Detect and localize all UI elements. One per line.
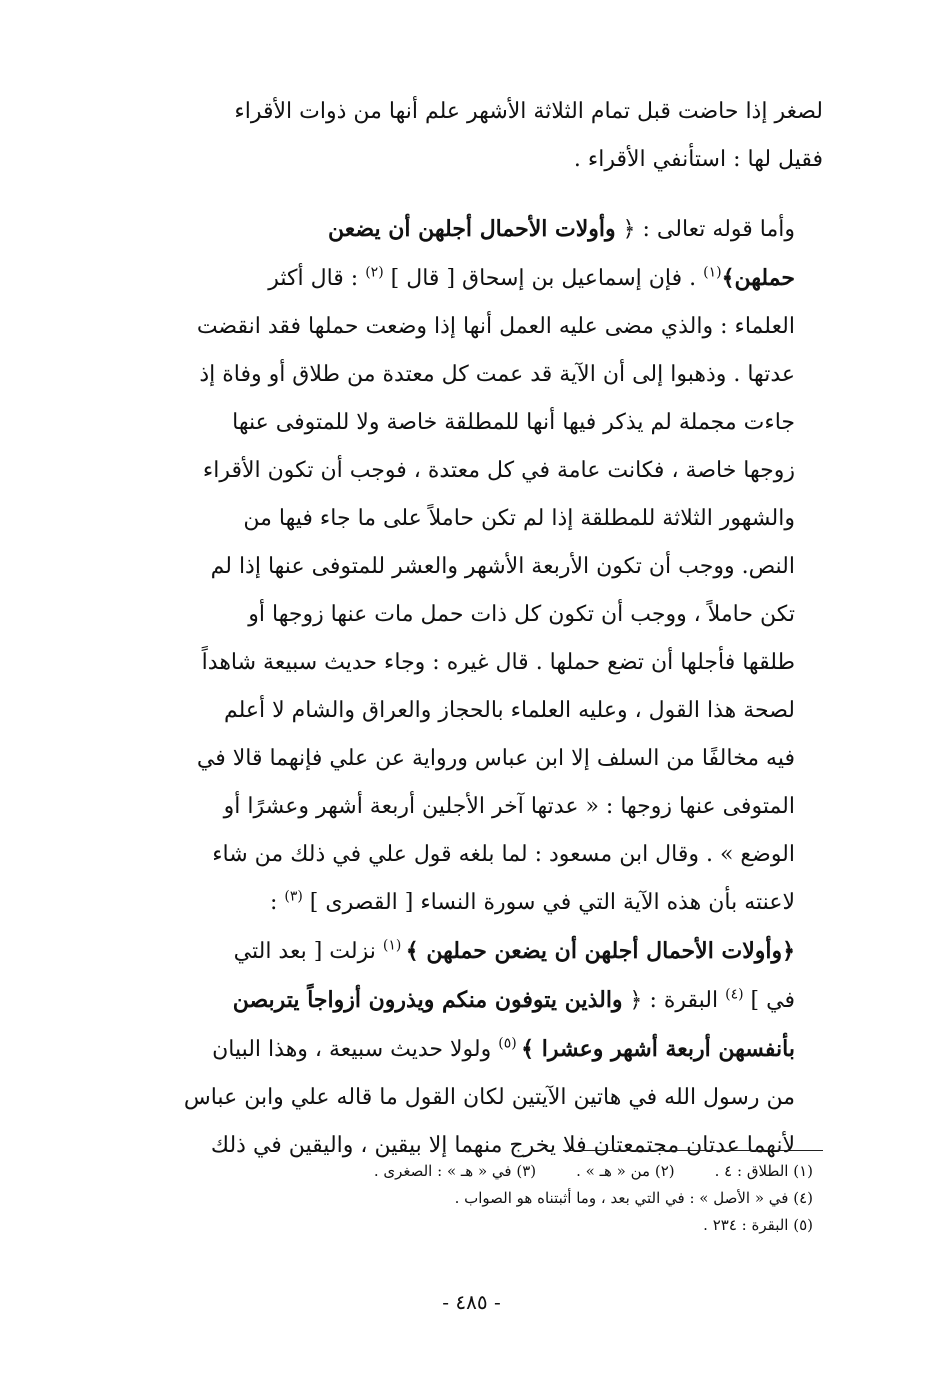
quran-quote: بأنفسهن أربعة أشهر وعشرا ﴾ — [521, 1036, 795, 1062]
footnote-5: (٥) البقرة : ٢٣٤ . — [703, 1216, 813, 1234]
footnote-2: (٢) من « هـ » . — [576, 1162, 675, 1180]
text-line — [133, 927, 823, 976]
text-line: عدتها . وذهبوا إلى أن الآية قد عمت كل معتدة من طلاق أو وفاة إذ — [199, 362, 795, 387]
footnote-ref: (٢) — [365, 264, 384, 281]
text-line: والشهور الثلاثة للمطلقة إذا لم تكن حاملاً على ما جاء فيها من — [243, 506, 795, 531]
text-line — [133, 1025, 823, 1074]
text-line: فيه مخالفًا من السلف إلا ابن عباس ورواية عن علي فإنهما قالا في — [196, 746, 795, 771]
footnote-line — [133, 1158, 813, 1185]
text-line — [133, 976, 823, 1025]
text-span: لاعنته بأن هذه الآية التي في سورة النساء [ القصرى ] — [302, 890, 795, 915]
footnote-ref: (٥) — [498, 1035, 522, 1052]
footnotes — [133, 1158, 813, 1239]
text-span: في ] — [743, 988, 795, 1013]
text-span: ولولا حديث سبيعة ، وهذا البيان — [212, 1037, 499, 1062]
quran-quote: والذين يتوفون منكم ويذرون أزواجاً يتربصن — [232, 987, 623, 1013]
footnote-3: (٣) في « هـ » : الصغرى . — [373, 1162, 537, 1180]
text-line: الوضع » . وقال ابن مسعود : لما بلغه قول علي في ذلك من شاء — [212, 842, 795, 867]
quran-quote: ﴿وأولات الأحمال أجلهن أن يضعن حملهن ﴾ — [405, 938, 795, 964]
page-number: - ٤٨٥ - — [442, 1290, 501, 1314]
footnote-ref: (١) — [703, 264, 722, 281]
text-line: تكن حاملاً ، ووجب أن تكون كل ذات حمل مات عنها زوجها أو — [248, 602, 795, 627]
footnote-ref: (٣) — [284, 888, 303, 905]
text-line: المتوفى عنها زوجها : « عدتها آخر الأجلين أربعة أشهر وعشرًا أو — [223, 794, 795, 819]
text-line: العلماء : والذي مضى عليه العمل أنها إذا وضعت حملها فقد انقضت — [196, 314, 795, 339]
text-line: زوجها خاصة ، فكانت عامة في كل معتدة ، فوجب أن تكون الأقراء — [202, 458, 795, 483]
text-span: : قال أكثر — [268, 266, 366, 291]
paragraph-2 — [133, 205, 823, 1170]
text-line — [133, 205, 823, 254]
text-line: النص. ووجب أن تكون الأربعة الأشهر والعشر للمتوفى عنها إذا لم — [210, 554, 795, 579]
text-line — [133, 879, 823, 927]
footnote-1: (١) الطلاق : ٤ . — [714, 1162, 813, 1180]
footnote-divider — [563, 1150, 823, 1151]
text-span: : — [269, 890, 285, 915]
text-span: . فإن إسماعيل بن إسحاق [ قال ] — [383, 266, 704, 291]
text-line: لصحة هذا القول ، وعليه العلماء بالحجاز والعراق والشام لا أعلم — [223, 698, 795, 723]
footnote-ref: (١) — [382, 937, 406, 954]
text-line: من رسول الله في هاتين الآيتين لكان القول ما قاله علي وابن عباس — [183, 1085, 795, 1110]
text-line: جاءت مجملة لم يذكر فيها أنها للمطلقة خاصة ولا للمتوفى عنها — [232, 410, 795, 435]
footnote-ref: (٤) — [725, 986, 744, 1003]
footnote-4: (٤) في « الأصل » : في التي بعد ، وما أثبتناه هو الصواب . — [454, 1189, 813, 1207]
text-span: نزلت [ بعد التي — [233, 939, 383, 964]
quran-quote: حملهن﴾ — [721, 265, 795, 291]
text-line — [133, 254, 823, 303]
text-span: البقرة : ﴿ — [622, 988, 726, 1013]
text-line: فقيل لها : استأنفي الأقراء . — [573, 147, 823, 172]
text-line: لأنهما عدتان مجتمعتان فلا يخرج منهما إلا بيقين ، واليقين في ذلك — [210, 1133, 795, 1158]
paragraph-1 — [133, 88, 823, 184]
quran-quote: وأولات الأحمال أجلهن أن يضعن — [328, 216, 616, 242]
text-line: طلقها فأجلها أن تضع حملها . قال غيره : وجاء حديث سبيعة شاهداً — [201, 650, 795, 675]
text-span: وأما قوله تعالى : ﴿ — [615, 217, 795, 242]
text-line: لصغر إذا حاضت قبل تمام الثلاثة الأشهر علم أنها من ذوات الأقراء — [234, 99, 823, 124]
